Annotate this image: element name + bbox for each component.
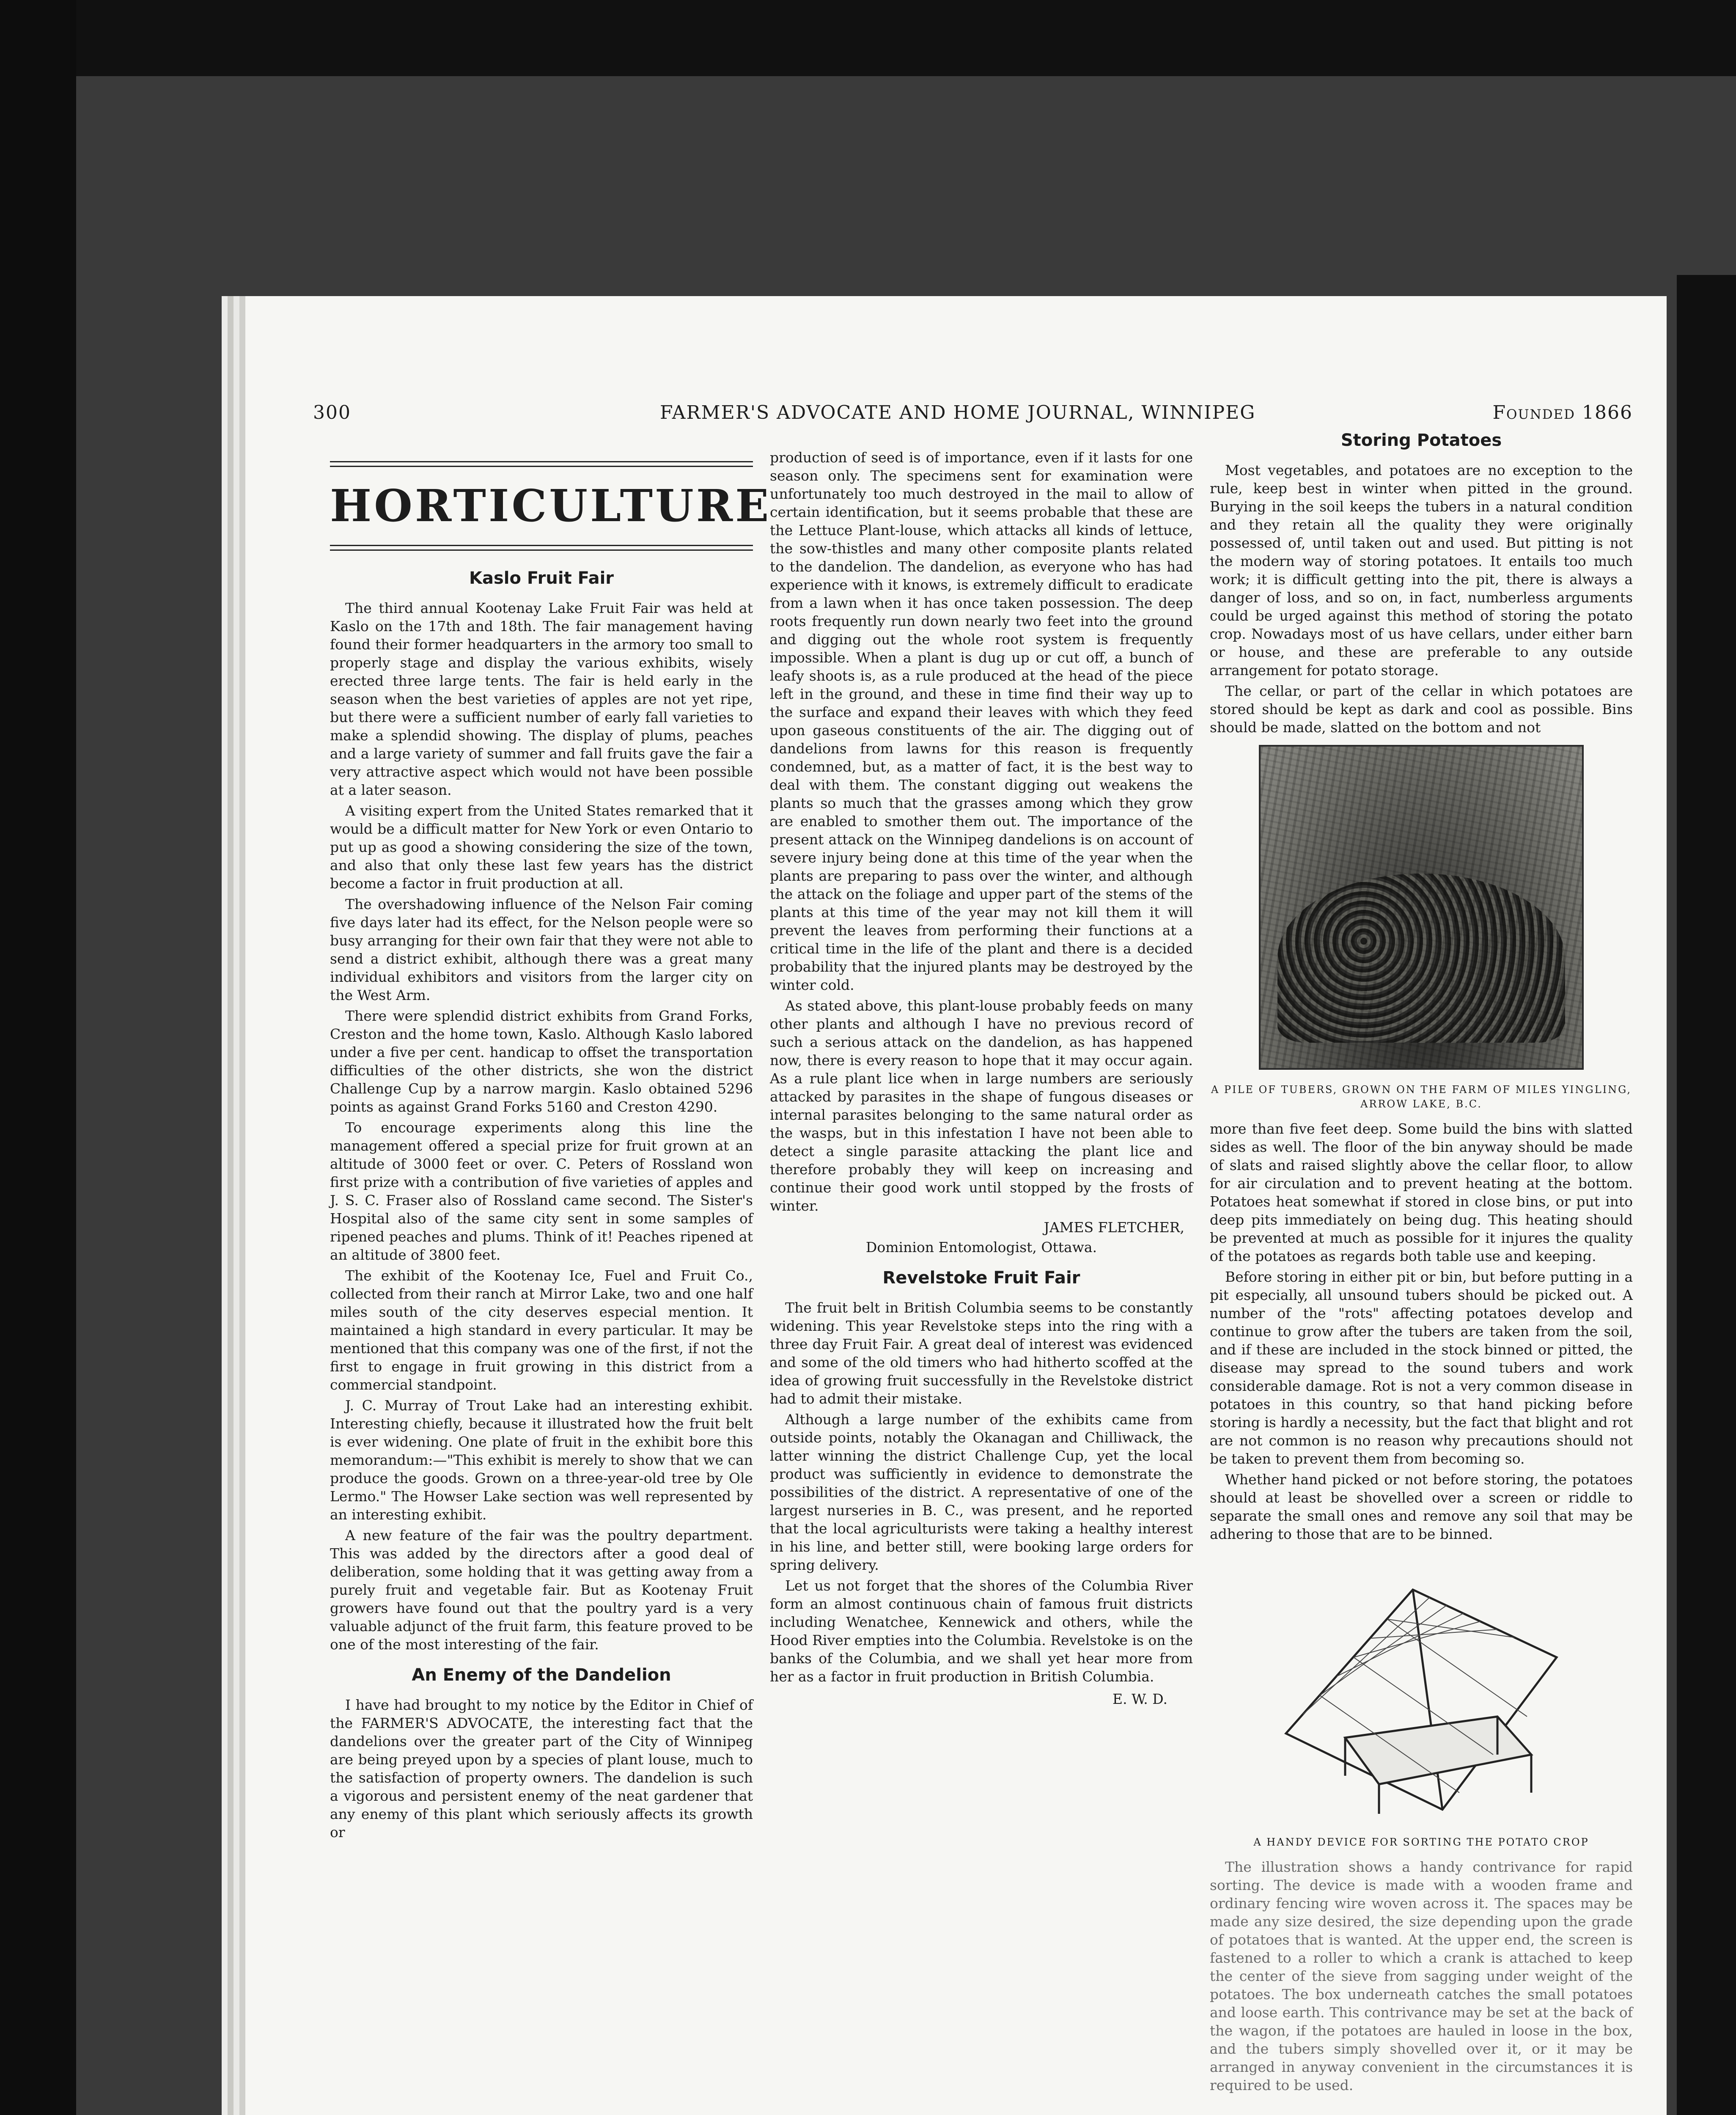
page-stack-edge xyxy=(228,309,241,2115)
newspaper-page xyxy=(245,296,1667,2115)
photo-texture xyxy=(1261,747,1582,1068)
section-banner xyxy=(330,461,772,551)
sorting-device-drawing xyxy=(1261,1556,1582,1827)
revelstoke-paragraph: Although a large number of the exhibits came from outside points, notably the Okanagan and Chilliwack, the latter winning the district Challenge Cup, yet the local product was sufficiently in evidence to demonstrate the possibilities of the district. A representative of one of the largest nurseries in B. C., was present, and he reported that the local agriculturists were taking a healthy interest in his line, and better still, were booking large orders for spring delivery. xyxy=(770,1411,1193,1573)
scan-left-band xyxy=(0,0,76,2115)
kaslo-paragraph: The third annual Kootenay Lake Fruit Fair was held at Kaslo on the 17th and 18th. The fair management having found their former headquarters in the armory too small to properly stage and display the various exhibits, wisely erected three large tents. The fair is held early in the season when the best varieties of apples are not yet ripe, but there were a sufficient number of early fall varieties to make a splendid showing. The display of plums, peaches and a large variety of summer and fall fruits gave the fair a very attractive aspect which would not have been possible at a later season. xyxy=(330,600,753,798)
potatoes-heading: Storing Potatoes xyxy=(1340,431,1502,450)
scan-right-strip xyxy=(1677,275,1736,2115)
kaslo-paragraph: J. C. Murray of Trout Lake had an interesting exhibit. Interesting chiefly, because it illustrated how the fruit belt is ever widening. One plate of fruit in the exhibit bore this memorandum:—"This exhibit is merely to show that we can produce the goods. Grown on a three-year-old tree by Ole Lermo." The Howser Lake section was well represented by an interesting exhibit. xyxy=(330,1397,753,1523)
banner-rule-top-2 xyxy=(330,466,753,467)
dandelion-heading: An Enemy of the Dandelion xyxy=(412,1665,671,1685)
dandelion-signature-name: JAMES FLETCHER, xyxy=(1044,1219,1184,1236)
dandelion-paragraph: I have had brought to my notice by the Editor in Chief of the FARMER'S ADVOCATE, the interesting fact that the dandelions over the greater part of the City of Winnipeg are being preyed upon by a species of plant louse, much to the satisfaction of property owners. The dandelion is such a vigorous and persistent enemy of the neat gardener that any enemy of this plant which seriously affects its growth or xyxy=(330,1697,753,1840)
dandelion-paragraph: production of seed is of importance, even if it lasts for one season only. The specimens sent for examination were unfortunately too much destroyed in the mail to allow of certain identification, but it seems probable that these are the Lettuce Plant-louse, which attacks all kinds of lettuce, the sow-thistles and many other composite plants related to the dandelion. The dandelion, as everyone who has had experience with it knows, is extremely difficult to eradicate from a lawn when it has once taken possession. The deep roots frequently run down nearly two feet into the ground and digging out the whole root system is frequently impossible. When a plant is dug up or cut off, a bunch of leafy shoots is, as a rule produced at the head of the piece left in the ground, and these in time find their way up to the surface and expand their leaves with which they feed upon gaseous constituents of the air. The digging out of dandelions from lawns for this reason is frequently condemned, but, as a matter of fact, it is the best way to deal with them. The constant digging out weakens the plants so much that the grasses among which they grow are enabled to smother them out. The importance of the present attack on the Winnipeg dandelions is on account of severe injury being done at this time of the year when the plants are preparing to pass over the winter, and although the attack on the foliage and upper part of the stems of the plants at this time of the year may not kill them it will prevent the leaves from performing their functions at a critical time in the life of the plant and there is a decided probability that the injured plants may be destroyed by the winter cold. xyxy=(770,449,1193,993)
kaslo-heading: Kaslo Fruit Fair xyxy=(469,569,614,588)
column-3 xyxy=(1210,419,1633,2097)
column-2 xyxy=(770,448,1193,1708)
potatoes-paragraph: The illustration shows a handy contrivance for rapid sorting. The device is made with a wooden frame and ordinary fencing wire woven across it. The spaces may be made any size desired, the size depending upon the grade of potatoes that is wanted. At the upper end, the screen is fastened to a roller to which a crank is attached to keep the center of the sieve from sagging under weight of the potatoes. The box underneath catches the small potatoes and loose earth. This contrivance may be set at the back of the wagon, if the potatoes are hauled in loose in the box, and the tubers simply shovelled over it, or it may be arranged in anyway convenient in the circumstances it is required to be used. xyxy=(1210,1859,1633,2093)
revelstoke-paragraph: Let us not forget that the shores of the Columbia River form an almost continuous chain of famous fruit districts including Wenatchee, Kennewick and others, while the Hood River empties into the Columbia. Revelstoke is on the banks of the Columbia, and we shall yet hear more from her as a factor in fruit production in British Columbia. xyxy=(770,1577,1193,1685)
tubers-photo xyxy=(1259,745,1584,1070)
sketch-caption: A HANDY DEVICE FOR SORTING THE POTATO CROP xyxy=(1253,1836,1589,1848)
kaslo-paragraph: To encourage experiments along this line the management offered a special prize for fruit grown at an altitude of 3000 feet or over. C. Peters of Rossland won first prize with a contribution of five varieties of apples and J. S. C. Fraser also of Rossland came second. The Sister's Hospital also of the same city sent in some samples of ripened peaches and plums. Think of it! Peaches ripened at an altitude of 3800 feet. xyxy=(330,1119,753,1263)
dandelion-signature-title: Dominion Entomologist, Ottawa. xyxy=(865,1239,1097,1255)
section-title: HORTICULTURE xyxy=(330,480,772,532)
banner-rule-bottom-2 xyxy=(330,549,753,551)
potatoes-paragraph: Before storing in either pit or bin, but before putting in a pit especially, all unsound tubers should be picked out. A number of the "rots" affecting potatoes develop and continue to grow after the tubers are taken from the soil, and if these are included in the stock binned or pitted, the disease may spread to the sound tubers and work considerable damage. Rot is not a very common disease in potatoes in this country, so that hand picking before storing is hardly a necessity, but the fact that blight and rot are not common is no reason why precautions should not be taken to prevent them from becoming so. xyxy=(1210,1269,1633,1467)
potatoes-paragraph: Most vegetables, and potatoes are no exception to the rule, keep best in winter when pitted in the ground. Burying in the soil keeps the tubers in a natural condition and they retain all the quality they were originally possessed of, until taken out and used. But pitting is not the modern way of storing potatoes. It entails too much work; it is difficult getting into the pit, there is always a danger of loss, and so on, in fact, numberless arguments could be urged against this method of storing the potato crop. Nowadays most of us have cellars, under either barn or house, and these are preferable to any outside arrangement for potato storage. xyxy=(1210,462,1633,678)
column-1 xyxy=(330,448,772,1844)
banner-rule-top xyxy=(330,461,753,462)
potatoes-paragraph: Whether hand picked or not before storing, the potatoes should at least be shovelled over a screen or riddle to separate the small ones and remove any soil that may be adhering to those that are to be binned. xyxy=(1210,1471,1633,1542)
revelstoke-initials: E. W. D. xyxy=(1112,1691,1167,1707)
kaslo-paragraph: There were splendid district exhibits from Grand Forks, Creston and the home town, Kaslo. Although Kaslo labored under a five per cent. handicap to offset the transportation difficulties of the other districts, she won the district Challenge Cup by a narrow margin. Kaslo obtained 5296 points as against Grand Forks 5160 and Creston 4290. xyxy=(330,1008,753,1115)
revelstoke-paragraph: The fruit belt in British Columbia seems to be constantly widening. This year Revelstoke steps into the ring with a three day Fruit Fair. A great deal of interest was evidenced and some of the old timers who had hitherto scoffed at the idea of growing fruit successfully in the Revelstoke district had to admit their mistake. xyxy=(770,1299,1193,1407)
dandelion-paragraph: As stated above, this plant-louse probably feeds on many other plants and although I have no previous record of such a serious attack on the dandelion, as has happened now, there is every reason to hope that it may occur again. As a rule plant lice when in large numbers are seriously attacked by parasites in the shape of fungous diseases or internal parasites belonging to the same natural order as the wasps, but in this infestation I have not been able to detect a single parasite attacking the plant lice and therefore probably they will keep on increasing and continue their good work until stopped by the frosts of winter. xyxy=(770,997,1193,1214)
sorting-device-sketch xyxy=(1261,1556,1582,1827)
banner-rule-bottom xyxy=(330,545,753,546)
kaslo-paragraph: A new feature of the fair was the poultry department. This was added by the directors after a good deal of deliberation, some holding that it was getting away from a purely fruit and vegetable fair. But as Kootenay Fruit growers have found out that the poultry yard is a very valuable adjunct of the fruit farm, this feature proved to be one of the most interesting of the fair. xyxy=(330,1527,753,1653)
potatoes-paragraph: The cellar, or part of the cellar in which potatoes are stored should be kept as dark and cool as possible. Bins should be made, slatted on the bottom and not xyxy=(1210,683,1633,736)
founded-note: Founded 1866 xyxy=(1492,402,1633,423)
kaslo-paragraph: A visiting expert from the United States remarked that it would be a difficult matter for New York or even Ontario to put up as good a showing considering the size of the town, and also that only these last few years has the district become a factor in fruit production at all. xyxy=(330,802,753,892)
revelstoke-heading: Revelstoke Fruit Fair xyxy=(882,1268,1080,1288)
tubers-photo-caption: A PILE OF TUBERS, GROWN ON THE FARM OF MILES YINGLING, ARROW LAKE, B.C. xyxy=(1211,1084,1632,1110)
kaslo-paragraph: The exhibit of the Kootenay Ice, Fuel and Fruit Co., collected from their ranch at Mirror Lake, two and one half miles south of the city deserves especial mention. It maintained a high standard in every particular. It may be mentioned that this company was one of the first, if not the first to engage in fruit growing in this district from a commercial standpoint. xyxy=(330,1267,753,1393)
potatoes-paragraph: more than five feet deep. Some build the bins with slatted sides as well. The floor of the bin anyway should be made of slats and raised slightly above the cellar floor, to allow for air circulation and to prevent heating at the bottom. Potatoes heat somewhat if stored in close bins, or put into deep pits immediately on being dug. This heating should be prevented at much as possible for it injures the quality of the potatoes as regards both table use and keeping. xyxy=(1210,1121,1633,1264)
scan-top-band xyxy=(76,0,1736,76)
page-number: 300 xyxy=(313,402,351,423)
kaslo-paragraph: The overshadowing influence of the Nelson Fair coming five days later had its effect, for the Nelson people were so busy arranging for their own fair that they were not able to send a district exhibit, although there was a great many individual exhibitors and visitors from the larger city on the West Arm. xyxy=(330,896,753,1003)
publication-title: FARMER'S ADVOCATE AND HOME JOURNAL, WINNIPEG xyxy=(660,402,1256,423)
